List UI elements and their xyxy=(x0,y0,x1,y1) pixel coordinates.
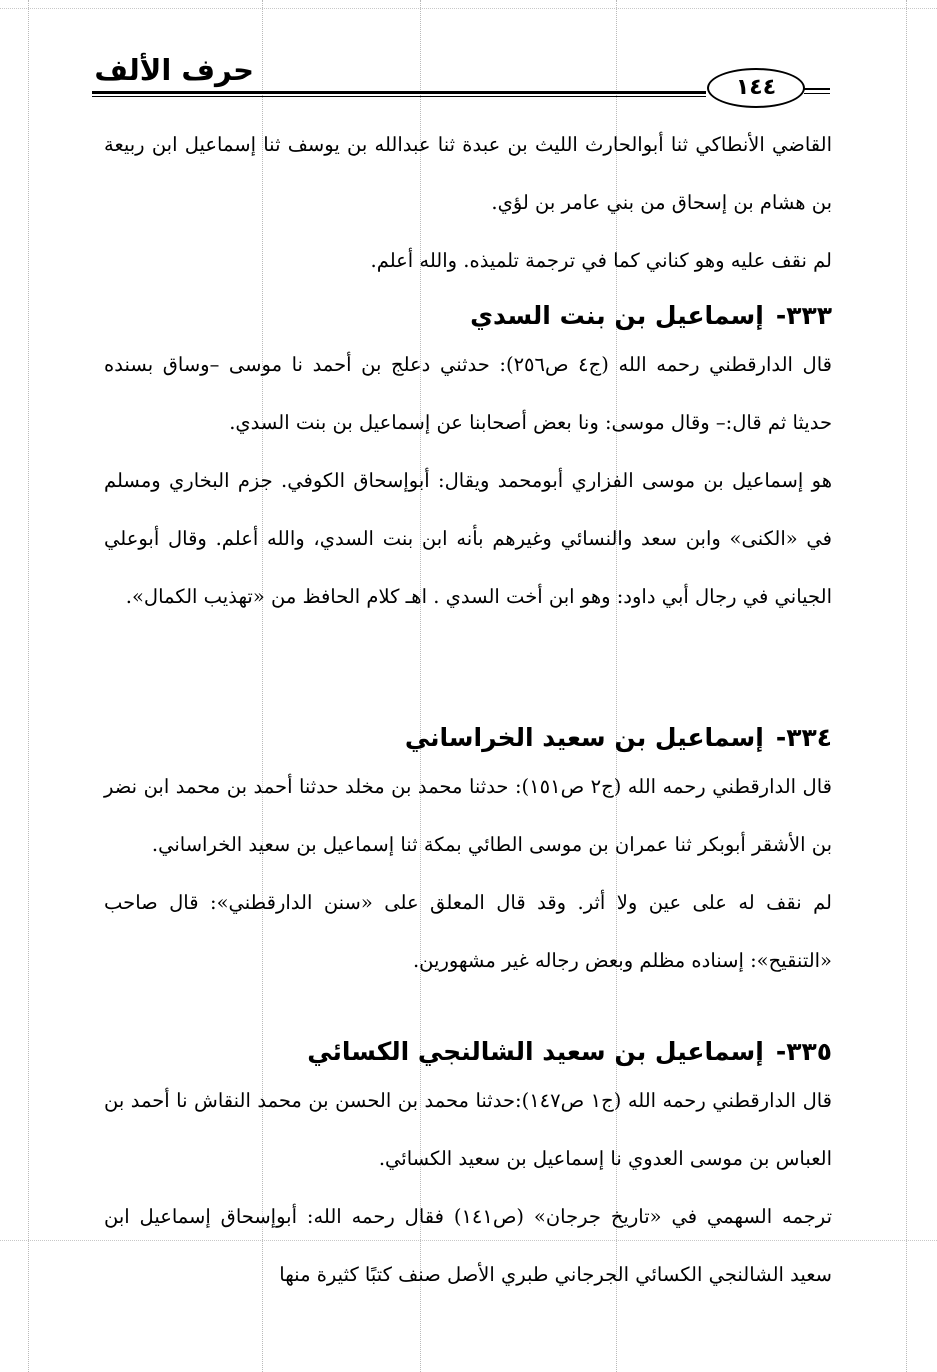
entry-334 xyxy=(104,718,832,990)
entry-heading xyxy=(104,718,832,758)
entry-333 xyxy=(104,296,832,626)
entry-heading xyxy=(104,296,832,336)
entry-number: ٣٣٤- xyxy=(775,723,832,752)
entry-title: إسماعيل بن بنت السدي xyxy=(470,301,764,330)
paragraph: قال الدارقطني رحمه الله (ج٤ ص٢٥٦): حدثني دعلج بن أحمد نا موسى –وساق بسنده حديثا ثم قال:– وقال موسى: ونا بعض أصحابنا عن إسماعيل بن بنت السدي. xyxy=(104,353,832,434)
page-number: ١٤٤ xyxy=(707,68,805,108)
header-rule xyxy=(92,91,706,94)
header-rule xyxy=(804,88,830,90)
paragraph: ترجمه السهمي في «تاريخ جرجان» (ص١٤١) فقال رحمه الله: أبوإسحاق إسماعيل ابن سعيد الشالنجي الكسائي الجرجاني طبري الأصل صنف كتبًا كثيرة منها xyxy=(104,1205,832,1286)
scan-artifact xyxy=(28,0,29,1372)
paragraph: هو إسماعيل بن موسى الفزاري أبومحمد ويقال: أبوإسحاق الكوفي. جزم البخاري ومسلم في «الكنى» وابن سعد والنسائي وغيرهم بأنه ابن بنت السدي، والله أعلم. وقال أبوعلي الجياني في رجال أبي داود: وهو ابن أخت السدي . اهـ كلام الحافظ من «تهذيب الكمال». xyxy=(104,469,832,608)
paragraph: قال الدارقطني رحمه الله (ج٢ ص١٥١): حدثنا محمد بن مخلد حدثنا أحمد بن محمد ابن نضر بن الأشقر أبوبكر ثنا عمران بن موسى الطائي بمكة ثنا إسماعيل بن سعيد الخراساني. xyxy=(104,775,832,856)
paragraph: لم نقف له على عين ولا أثر. وقد قال المعلق على «سنن الدارقطني»: قال صاحب «التنقيح»: إسناده مظلم وبعض رجاله غير مشهورين. xyxy=(104,891,832,972)
paragraph: قال الدارقطني رحمه الله (ج١ ص١٤٧):حدثنا محمد بن الحسن بن محمد النقاش نا أحمد بن العباس بن موسى العدوي نا إسماعيل بن سعيد الكسائي. xyxy=(104,1089,832,1170)
entry-number: ٣٣٣- xyxy=(775,301,832,330)
paragraph: القاضي الأنطاكي ثنا أبوالحارث الليث بن عبدة ثنا عبدالله بن يوسف ثنا إسماعيل ابن ربيعة بن هشام بن إسحاق من بني عامر بن لؤي. xyxy=(104,133,832,214)
scan-artifact xyxy=(0,8,937,9)
intro-block xyxy=(104,116,832,290)
header-rule xyxy=(92,96,706,97)
entry-title: إسماعيل بن سعيد الشالنجي الكسائي xyxy=(307,1037,764,1066)
entry-335 xyxy=(104,1032,832,1304)
scan-artifact xyxy=(906,0,907,1372)
header-rule xyxy=(804,93,830,94)
entry-number: ٣٣٥- xyxy=(775,1037,832,1066)
entry-heading xyxy=(104,1032,832,1072)
entry-title: إسماعيل بن سعيد الخراساني xyxy=(404,723,764,752)
running-title: حرف الألف xyxy=(94,53,254,87)
paragraph: لم نقف عليه وهو كناني كما في ترجمة تلميذه. والله أعلم. xyxy=(370,249,832,272)
